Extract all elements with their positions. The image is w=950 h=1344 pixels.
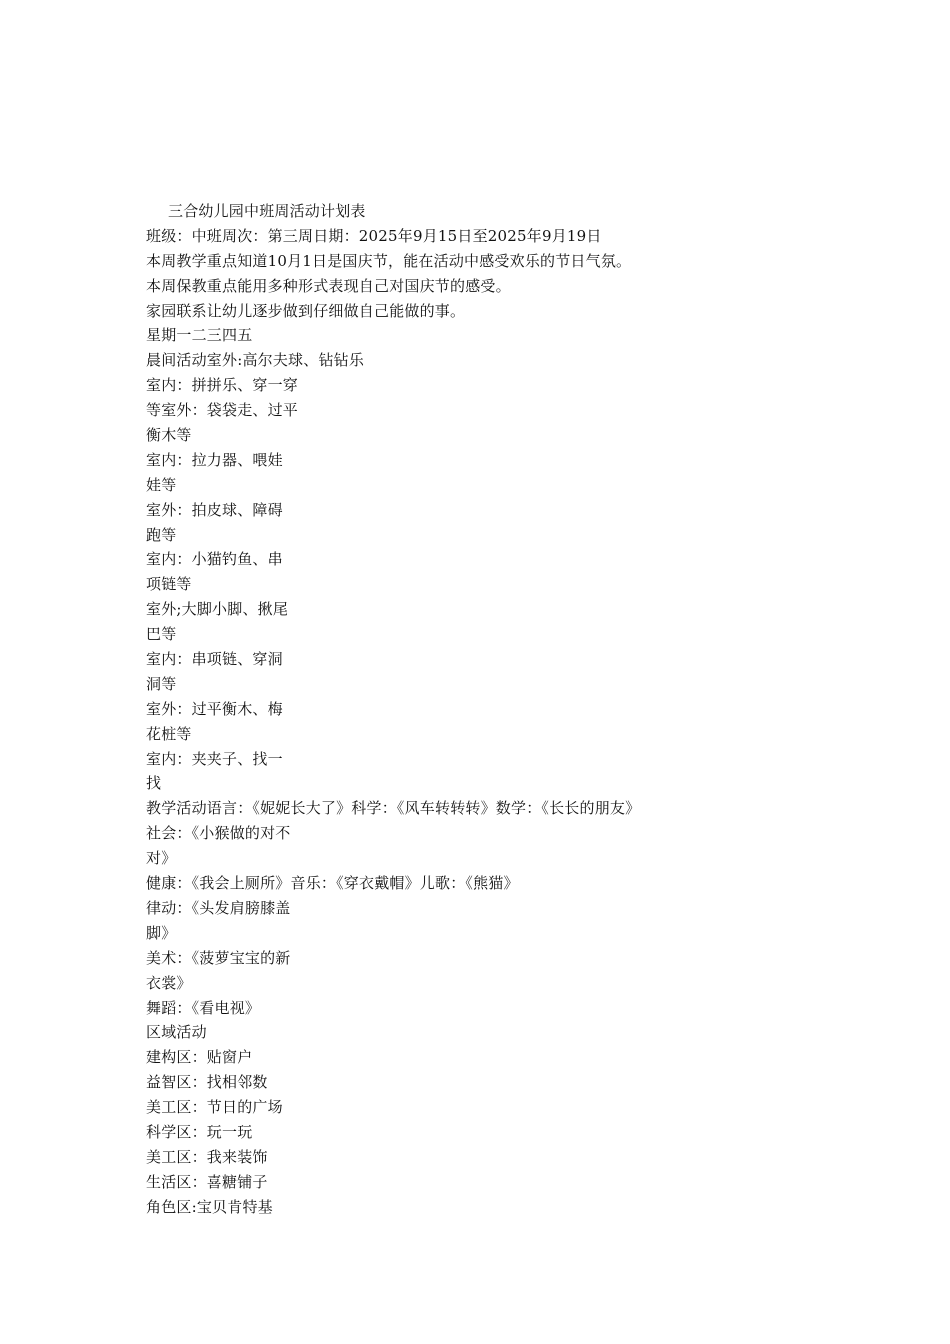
text-line: 巴等 — [146, 625, 177, 644]
text-line: 洞等 — [146, 674, 177, 693]
text-line: 衡木等 — [146, 426, 192, 445]
area-item: 益智区：找相邻数 — [146, 1073, 268, 1092]
text-line: 花桩等 — [146, 724, 192, 743]
text-line: 对》 — [146, 849, 177, 868]
home-school-line: 家园联系让幼儿逐步做到仔细做自己能做的事。 — [146, 301, 466, 320]
weekday-header-line: 星期一二三四五 — [146, 326, 253, 345]
text-line: 衣裳》 — [146, 973, 192, 992]
text-line: 律动：《头发肩膀膝盖 — [146, 898, 291, 917]
document-body — [146, 199, 866, 1220]
care-focus-line: 本周保教重点能用多种形式表现自己对国庆节的感受。 — [146, 276, 511, 295]
text-line: 室外：过平衡木、梅 — [146, 699, 283, 718]
text-line: 找 — [146, 774, 162, 793]
text-line: 社会：《小猴做的对不 — [146, 824, 291, 843]
text-line: 室外：拍皮球、障碍 — [146, 500, 283, 519]
text-line: 健康：《我会上厕所》音乐：《穿衣戴帽》儿歌：《熊猫》 — [146, 874, 519, 893]
area-item: 美工区：我来装饰 — [146, 1147, 268, 1166]
text-line: 舞蹈：《看电视》 — [146, 998, 261, 1017]
area-item: 生活区：喜糖铺子 — [146, 1172, 268, 1191]
morning-activity-line: 晨间活动室外:高尔夫球、钻钻乐 — [146, 351, 365, 370]
text-line: 室内：串项链、穿洞 — [146, 650, 283, 669]
area-item: 科学区：玩一玩 — [146, 1122, 253, 1141]
area-item: 美工区：节日的广场 — [146, 1098, 283, 1117]
text-line: 项链等 — [146, 575, 192, 594]
teaching-activity-line: 教学活动语言：《妮妮长大了》科学：《风车转转转》数学：《长长的朋友》 — [146, 799, 641, 818]
text-line: 等室外：袋袋走、过平 — [146, 401, 299, 420]
text-line: 美术：《菠萝宝宝的新 — [146, 948, 291, 967]
text-line: 室内：小猫钓鱼、串 — [146, 550, 283, 569]
area-item: 建构区：贴窗户 — [146, 1048, 253, 1067]
text-line: 脚》 — [146, 923, 177, 942]
area-activity-heading: 区域活动 — [146, 1023, 207, 1042]
text-line: 跑等 — [146, 525, 177, 544]
area-item: 角色区:宝贝肯特基 — [146, 1197, 273, 1216]
text-line: 室外;大脚小脚、揪尾 — [146, 600, 289, 619]
teaching-focus-line: 本周教学重点知道10月1日是国庆节，能在活动中感受欢乐的节日气氛。 — [146, 251, 632, 270]
text-line: 室内：拼拼乐、穿一穿 — [146, 376, 299, 395]
text-line: 室内：拉力器、喂娃 — [146, 450, 283, 469]
text-line: 娃等 — [146, 475, 177, 494]
document-title: 三合幼儿园中班周活动计划表 — [168, 202, 366, 220]
text-line: 室内：夹夹子、找一 — [146, 749, 283, 768]
class-week-date-line: 班级：中班周次：第三周日期：2025年9月15日至2025年9月19日 — [146, 226, 602, 245]
